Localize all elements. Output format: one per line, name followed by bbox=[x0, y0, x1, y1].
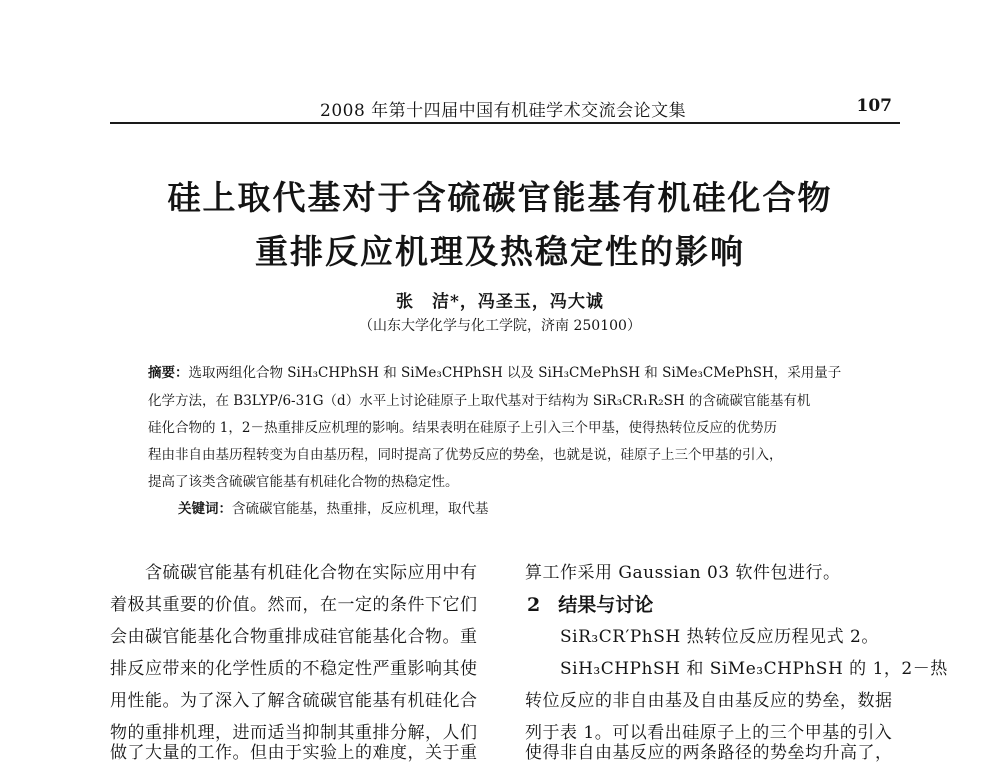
author-list: 张 洁*，冯圣玉，冯大诚 bbox=[396, 292, 604, 312]
body-paragraph-line: 排反应带来的化学性质的不稳定性严重影响其使 bbox=[110, 659, 478, 679]
body-paragraph-line: SiR₃CR′PhSH 热转位反应历程见式 2。 bbox=[560, 627, 879, 647]
abstract-line: 提高了该类含硫碳官能基有机硅化合物的热稳定性。 bbox=[148, 474, 459, 490]
body-paragraph-line: SiH₃CHPhSH 和 SiMe₃CHPhSH 的 1，2－热 bbox=[560, 659, 948, 679]
keywords bbox=[178, 497, 489, 517]
paper-title-line-1: 硅上取代基对于含硫碳官能基有机硅化合物 bbox=[167, 178, 833, 217]
section-number: 2 bbox=[527, 594, 541, 616]
body-paragraph-line: 会由碳官能基化合物重排成硅官能基化合物。重 bbox=[110, 627, 478, 647]
section-heading bbox=[527, 590, 653, 617]
page-number: 107 bbox=[856, 96, 892, 116]
paper-title-line-2: 重排反应机理及热稳定性的影响 bbox=[255, 232, 745, 271]
body-paragraph-line: 物的重排机理，进而适当抑制其重排分解，人们 bbox=[110, 723, 478, 743]
abstract-text: 选取两组化合物 SiH₃CHPhSH 和 SiMe₃CHPhSH 以及 SiH₃CMePhSH 和 SiMe₃CMePhSH，采用量子 bbox=[188, 365, 842, 381]
keywords-text: 含硫碳官能基，热重排，反应机理，取代基 bbox=[232, 501, 489, 517]
body-paragraph-line: 使得非自由基反应的两条路径的势垒均升高了， bbox=[525, 743, 893, 763]
abstract-line: 硅化合物的 1，2－热重排反应机理的影响。结果表明在硅原子上引入三个甲基，使得热转位反应的优势历 bbox=[148, 420, 777, 436]
affiliation: （山东大学化学与化工学院，济南 250100） bbox=[359, 318, 641, 334]
keywords-label: 关键词： bbox=[178, 501, 232, 517]
running-title: 2008 年第十四届中国有机硅学术交流会论文集 bbox=[320, 101, 687, 121]
body-paragraph-line: 含硫碳官能基有机硅化合物在实际应用中有 bbox=[145, 563, 478, 583]
body-paragraph-line: 着极其重要的价值。然而，在一定的条件下它们 bbox=[110, 595, 478, 615]
body-paragraph-line: 做了大量的工作。但由于实验上的难度，关于重 bbox=[110, 743, 478, 763]
body-paragraph-line: 转位反应的非自由基及自由基反应的势垒，数据 bbox=[525, 691, 893, 711]
abstract-line: 化学方法，在 B3LYP/6-31G（d）水平上讨论硅原子上取代基对于结构为 SiR₃CR₁R₂SH 的含硫碳官能基有机 bbox=[148, 393, 811, 409]
abstract-label: 摘要： bbox=[148, 365, 189, 381]
section-title: 结果与讨论 bbox=[558, 594, 654, 616]
running-header bbox=[110, 96, 900, 124]
body-paragraph-line: 列于表 1。可以看出硅原子上的三个甲基的引入 bbox=[525, 723, 893, 743]
abstract-line: 程由非自由基历程转变为自由基历程，同时提高了优势反应的势垒，也就是说，硅原子上三个甲基的引入， bbox=[148, 447, 783, 463]
body-paragraph-line: 用性能。为了深入了解含硫碳官能基有机硅化合 bbox=[110, 691, 478, 711]
body-paragraph-line: 算工作采用 Gaussian 03 软件包进行。 bbox=[525, 563, 841, 583]
abstract-line bbox=[148, 361, 841, 381]
